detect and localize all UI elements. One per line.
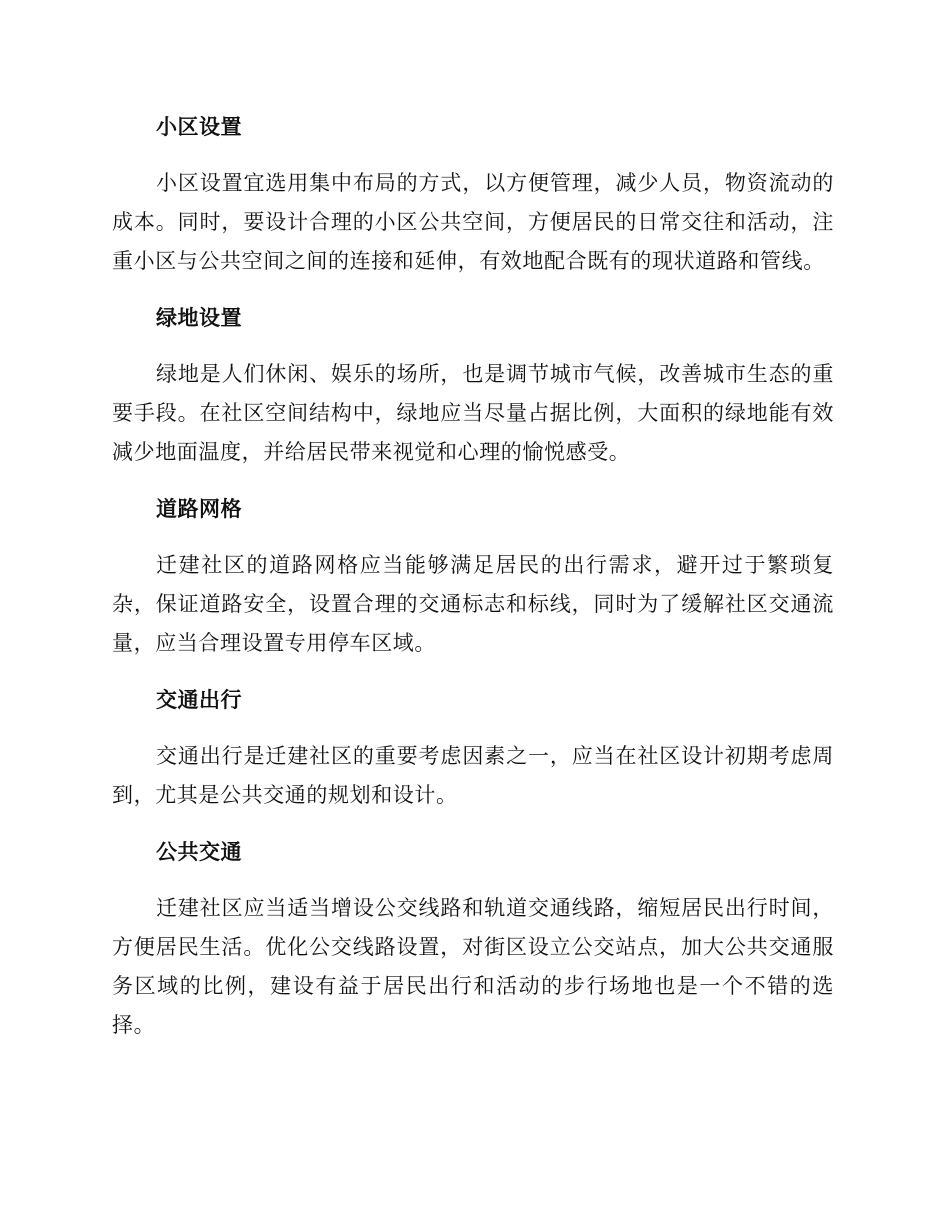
section-jiaotong xyxy=(112,681,834,815)
section-paragraph: 绿地是人们休闲、娱乐的场所，也是调节城市气候，改善城市生态的重要手段。在社区空间结构中，绿地应当尽量占据比例，大面积的绿地能有效减少地面温度，并给居民带来视觉和心理的愉悦感受。 xyxy=(112,362,834,464)
section-gonggong xyxy=(112,833,834,1045)
section-heading: 公共交通 xyxy=(156,840,242,864)
section-heading: 道路网格 xyxy=(156,497,242,521)
section-paragraph: 交通出行是迁建社区的重要考虑因素之一，应当在社区设计初期考虑周到，尤其是公共交通的规划和设计。 xyxy=(112,744,834,807)
section-paragraph: 迁建社区应当适当增设公交线路和轨道交通线路，缩短居民出行时间，方便居民生活。优化公交线路设置，对街区设立公交站点，加大公共交通服务区域的比例，建设有益于居民出行和活动的步行场地也是一个不错的选择。 xyxy=(112,896,834,1037)
section-heading: 绿地设置 xyxy=(156,306,242,330)
section-heading: 交通出行 xyxy=(156,688,242,712)
section-xiaoqu xyxy=(112,108,834,281)
section-heading: 小区设置 xyxy=(156,115,242,139)
section-paragraph: 小区设置宜选用集中布局的方式，以方便管理，减少人员，物资流动的成本。同时，要设计合理的小区公共空间，方便居民的日常交往和活动，注重小区与公共空间之间的连接和延伸，有效地配合既有的现状道路和管线。 xyxy=(112,171,834,273)
section-daolu xyxy=(112,490,834,663)
section-paragraph: 迁建社区的道路网格应当能够满足居民的出行需求，避开过于繁琐复杂，保证道路安全，设置合理的交通标志和标线，同时为了缓解社区交通流量，应当合理设置专用停车区域。 xyxy=(112,553,834,655)
section-lvdi xyxy=(112,299,834,472)
document-body xyxy=(112,108,834,1063)
